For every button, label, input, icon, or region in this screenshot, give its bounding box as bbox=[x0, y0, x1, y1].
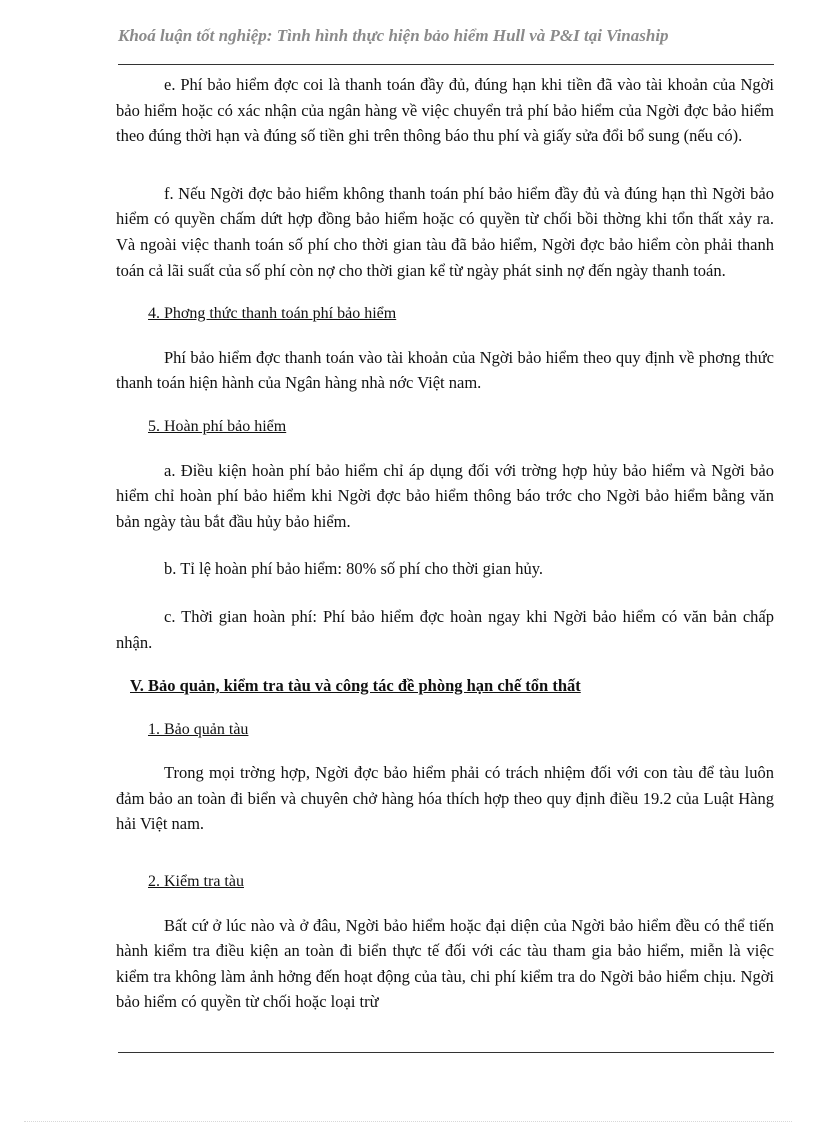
header-rule bbox=[118, 64, 774, 65]
page-header-title: Khoá luận tốt nghiệp: Tình hình thực hiện bảo hiểm Hull và P&I tại Vinaship bbox=[118, 26, 669, 45]
paragraph-5b: b. Tỉ lệ hoàn phí bảo hiểm: 80% số phí cho thời gian hủy. bbox=[164, 559, 544, 579]
paragraph-V1: Trong mọi trờng hợp, Ngời đợc bảo hiểm phải có trách nhiệm đối với con tàu để tàu luôn đảm bảo an toàn đi biển và chuyên chở hàng hóa thích hợp theo quy định điều 19.2 của Luật Hàng hải Việt nam. bbox=[116, 763, 774, 834]
paragraph-5c: c. Thời gian hoàn phí: Phí bảo hiểm đợc hoàn ngay khi Ngời bảo hiểm có văn bản chấp nhận. bbox=[116, 606, 774, 652]
section-heading-5: 5. Hoàn phí bảo hiểm bbox=[148, 417, 287, 435]
paragraph-f: f. Nếu Ngời đợc bảo hiểm không thanh toán phí bảo hiểm đầy đủ và đúng hạn thì Ngời bảo hiểm có quyền chấm dứt hợp đồng bảo hiểm hoặc có quyền từ chối bồi thờng khi tổn thất xảy ra. Và ngoài việc thanh toán số phí cho thời gian tàu đã bảo hiểm, Ngời đợc bảo hiểm còn phải thanh toán cả lãi suất của số phí còn nợ cho thời gian kể từ ngày phát sinh nợ đến ngày thanh toán. bbox=[116, 183, 774, 280]
paragraph-V2: Bất cứ ở lúc nào và ở đâu, Ngời bảo hiểm hoặc đại diện của Ngời bảo hiểm đều có thể tiến hành kiểm tra điều kiện an toàn đi biển thực tế đối với các tàu tham gia bảo hiểm, miễn là việc kiểm tra không làm ảnh hởng đến hoạt động của tàu, chi phí kiểm tra do Ngời bảo hiểm chịu. Ngời bảo hiểm có quyền từ chối hoặc loại trừ bbox=[116, 915, 774, 1012]
section-heading-V2: 2. Kiểm tra tàu bbox=[148, 873, 244, 891]
paragraph-4: Phí bảo hiểm đợc thanh toán vào tài khoản của Ngời bảo hiểm theo quy định về phơng thức thanh toán hiện hành của Ngân hàng nhà nớc Việt nam. bbox=[116, 347, 774, 393]
paragraph-e: e. Phí bảo hiểm đợc coi là thanh toán đầy đủ, đúng hạn khi tiền đã vào tài khoản của Ngời bảo hiểm hoặc có xác nhận của ngân hàng về việc chuyển trả phí bảo hiểm của Ngời đợc bảo hiểm theo đúng thời hạn và đúng số tiền ghi trên thông báo thu phí và giấy sửa đổi bổ sung (nếu có). bbox=[116, 75, 774, 146]
footer-rule bbox=[118, 1052, 774, 1053]
paragraph-5a: a. Điều kiện hoàn phí bảo hiểm chỉ áp dụng đối với trờng hợp hủy bảo hiểm và Ngời bảo hiểm chỉ hoàn phí bảo hiểm khi Ngời đợc bảo hiểm thông báo trớc cho Ngời bảo hiểm bằng văn bản ngày tàu bắt đầu hủy bảo hiểm. bbox=[116, 460, 774, 531]
section-heading-4: 4. Phơng thức thanh toán phí bảo hiểm bbox=[148, 305, 397, 323]
page-bottom-edge bbox=[24, 1121, 792, 1122]
section-heading-V1: 1. Bảo quản tàu bbox=[148, 720, 249, 738]
chapter-heading-V: V. Bảo quản, kiểm tra tàu và công tác đề phòng hạn chế tổn thất bbox=[130, 676, 581, 696]
document-body bbox=[116, 72, 774, 1015]
